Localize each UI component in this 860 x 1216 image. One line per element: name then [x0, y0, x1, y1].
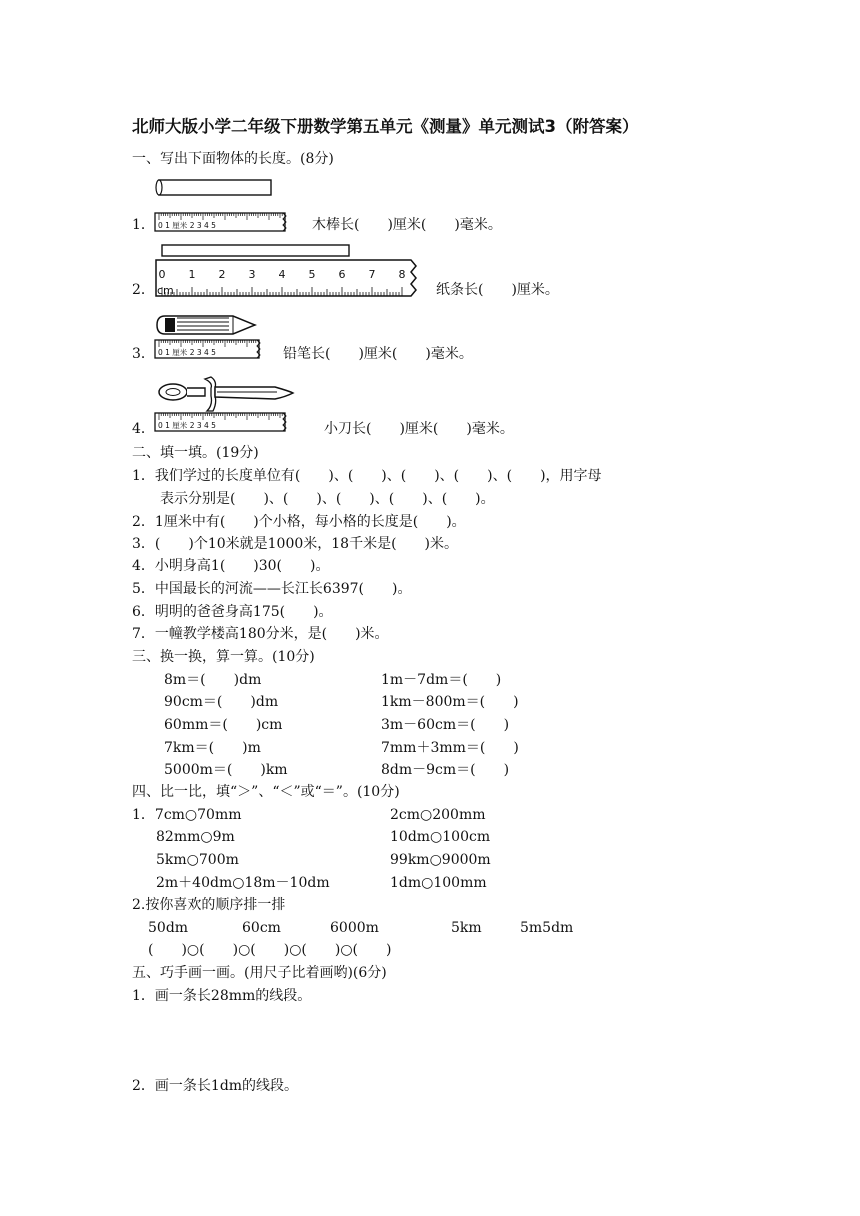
convert-right: 1km－800m＝( )	[381, 694, 519, 710]
compare-left: 1．7cm○70mm	[132, 807, 242, 823]
small-ruler	[155, 413, 286, 431]
item-3-number: 3．	[132, 346, 155, 362]
ruler-number: 3	[248, 268, 256, 281]
convert-left: 90cm＝( )dm	[164, 694, 279, 710]
ruler-number: 0	[158, 268, 166, 281]
item-1-text: 木棒长( )厘米( )毫米。	[312, 217, 502, 233]
fill-line: 6．明明的爸爸身高175( )。	[132, 604, 333, 620]
item-4-number: 4．	[132, 421, 155, 437]
paper-strip-figure	[155, 244, 425, 300]
convert-left: 5000m＝( )km	[164, 762, 288, 778]
small-ruler	[155, 213, 286, 231]
fill-line: 7．一幢教学楼高180分米，是( )米。	[132, 626, 389, 642]
convert-right: 3m－60cm＝( )	[381, 717, 510, 733]
item-1-number: 1．	[132, 217, 155, 233]
convert-right: 8dm－9cm＝( )	[381, 762, 510, 778]
section-5-heading: 五、巧手画一画。(用尺子比着画哟)(6分)	[132, 965, 387, 981]
compare-right: 1dm○100mm	[390, 875, 487, 891]
fill-line: 4．小明身高1( )30( )。	[132, 558, 330, 574]
compare-left: 2m＋40dm○18m－10dm	[156, 875, 330, 891]
fill-line: 1．我们学过的长度单位有( )、( )、( )、( )、( )，用字母	[132, 468, 602, 484]
ruler-unit: cm	[157, 284, 174, 297]
section-2-heading: 二、填一填。(19分)	[132, 445, 259, 461]
ruler-number: 7	[368, 268, 376, 281]
item-2-text: 纸条长( )厘米。	[436, 282, 559, 298]
ruler-label: 0 1 厘米 2 3 4 5	[158, 348, 216, 357]
page-title: 北师大版小学二年级下册数学第五单元《测量》单元测试3（附答案）	[132, 117, 639, 136]
ruler-label: 0 1 厘米 2 3 4 5	[158, 421, 216, 430]
convert-left: 7km＝( )m	[164, 740, 261, 756]
wooden-stick-figure	[155, 178, 290, 236]
convert-left: 8m＝( )dm	[164, 672, 262, 688]
ruler-number: 8	[398, 268, 406, 281]
sort-item: 6000m	[330, 920, 379, 936]
sort-blanks: ( )○( )○( )○( )○( )	[148, 942, 392, 958]
item-4-text: 小刀长( )厘米( )毫米。	[324, 421, 514, 437]
convert-right: 1m－7dm＝( )	[381, 672, 502, 688]
fill-line: 表示分别是( )、( )、( )、( )、( )。	[132, 491, 495, 507]
compare-right: 2cm○200mm	[390, 807, 486, 823]
pencil-figure	[155, 312, 290, 362]
ruler-label: 0 1 厘米 2 3 4 5	[158, 221, 216, 230]
knife-figure	[155, 375, 290, 437]
ruler-number: 5	[308, 268, 316, 281]
compare-left: 82mm○9m	[156, 829, 235, 845]
ruler-number: 1	[188, 268, 196, 281]
item-2-number: 2．	[132, 282, 155, 298]
section-1-heading: 一、写出下面物体的长度。(8分)	[132, 151, 334, 167]
draw-question-2: 2．画一条长1dm的线段。	[132, 1078, 299, 1094]
compare-right: 10dm○100cm	[390, 829, 491, 845]
fill-line: 3．( )个10米就是1000米，18千米是( )米。	[132, 536, 459, 552]
sort-title: 2.按你喜欢的顺序排一排	[132, 897, 286, 913]
compare-left: 5km○700m	[156, 852, 239, 868]
section-3-heading: 三、换一换，算一算。(10分)	[132, 649, 315, 665]
ruler-number: 6	[338, 268, 346, 281]
ruler-number: 2	[218, 268, 226, 281]
ruler-number: 4	[278, 268, 286, 281]
section-4-heading: 四、比一比，填“＞”、“＜”或“＝”。(10分)	[132, 784, 400, 800]
sort-item: 5km	[451, 920, 482, 936]
small-ruler	[155, 340, 260, 358]
fill-line: 5．中国最长的河流——长江长6397( )。	[132, 581, 412, 597]
sort-item: 5m5dm	[520, 920, 574, 936]
item-3-text: 铅笔长( )厘米( )毫米。	[283, 346, 473, 362]
draw-question-1: 1．画一条长28mm的线段。	[132, 988, 312, 1004]
sort-item: 60cm	[242, 920, 281, 936]
compare-right: 99km○9000m	[390, 852, 491, 868]
fill-line: 2．1厘米中有( )个小格，每小格的长度是( )。	[132, 514, 466, 530]
sort-item: 50dm	[148, 920, 189, 936]
convert-right: 7mm＋3mm＝( )	[381, 740, 519, 756]
convert-left: 60mm＝( )cm	[164, 717, 283, 733]
